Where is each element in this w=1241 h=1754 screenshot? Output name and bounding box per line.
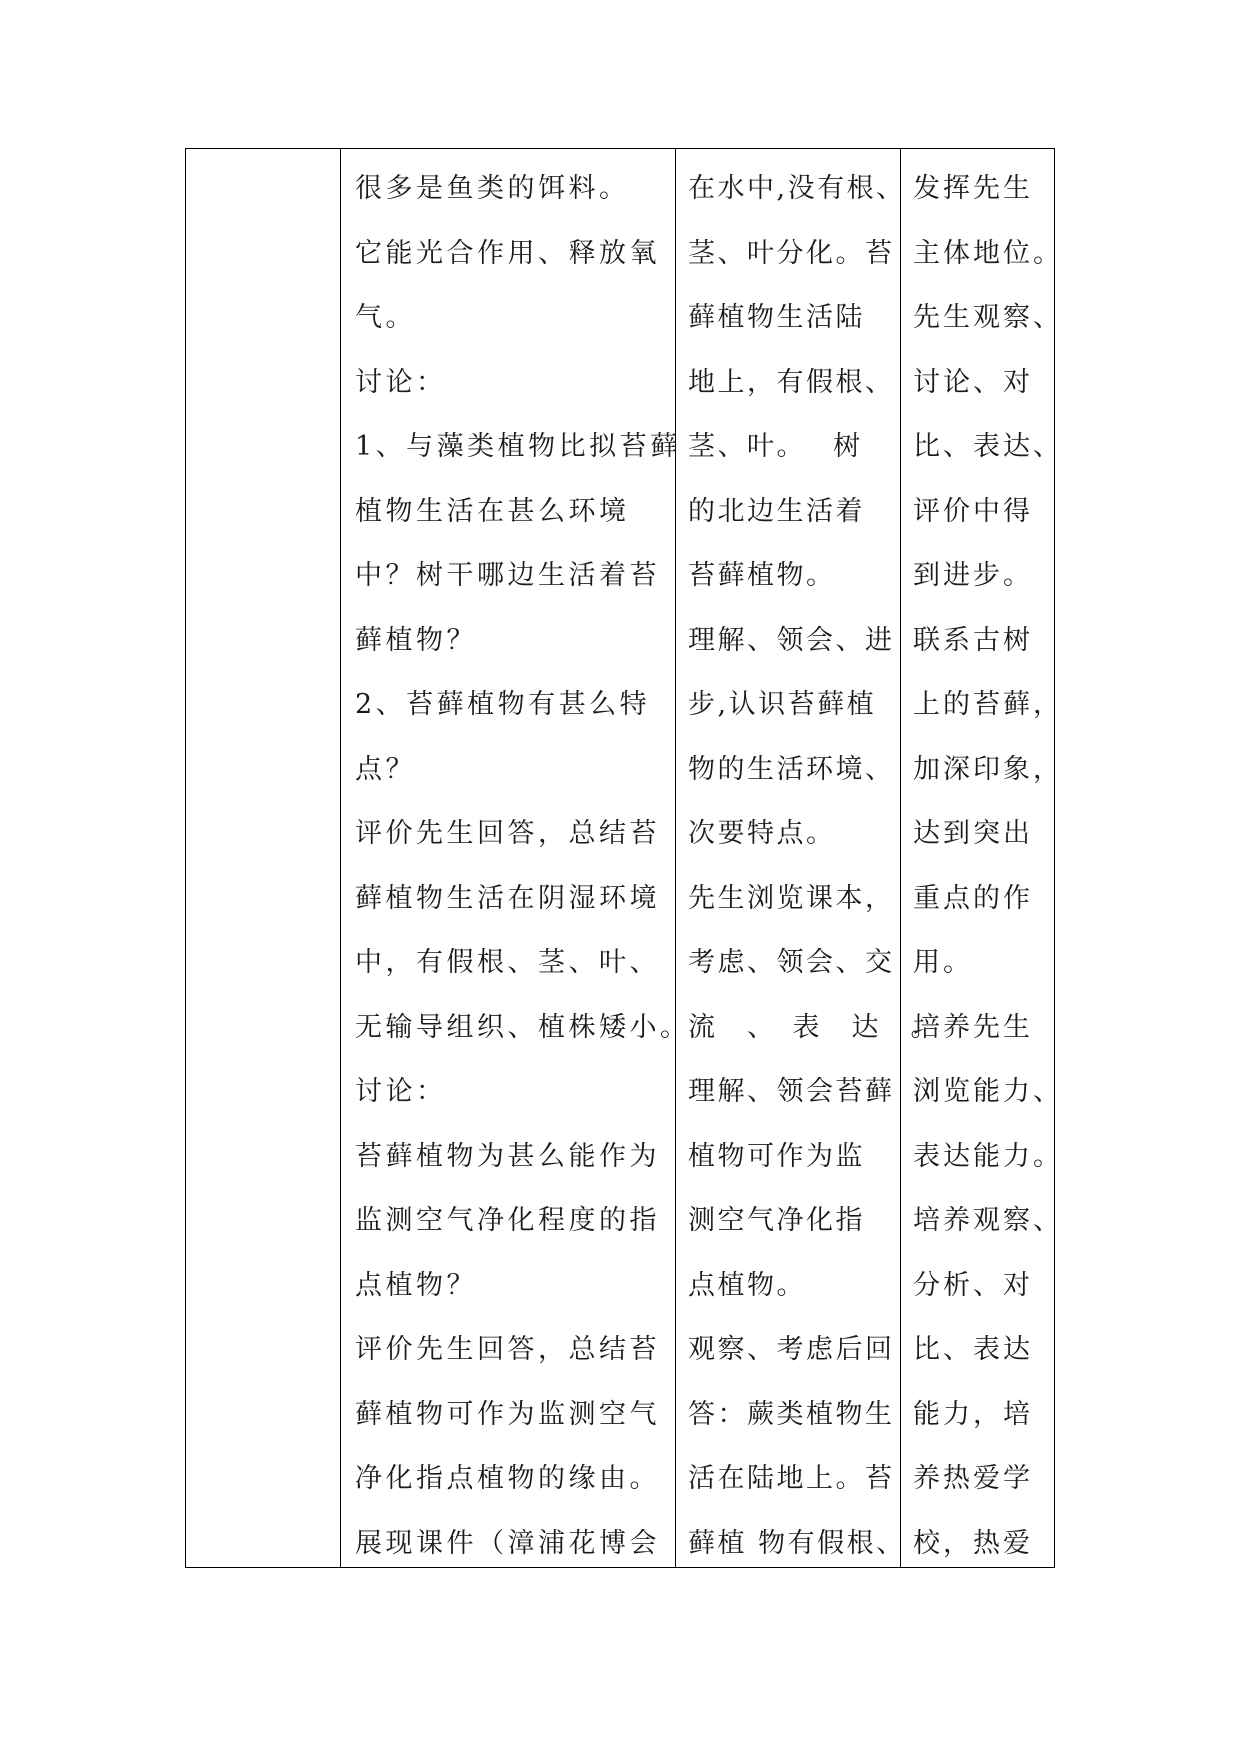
text-line: 讨论： <box>355 1076 447 1107</box>
design-intent-lines <box>913 149 1063 1576</box>
text-line: 展现课件（漳浦花博会 <box>355 1527 660 1559</box>
text-line: 地上，有假根、 <box>688 366 895 398</box>
text-line: 植物可作为监 <box>688 1140 865 1172</box>
text-line: 先生浏览课本， <box>688 882 895 914</box>
text-line: 点植物？ <box>355 1269 477 1301</box>
text-line: 植物生活在甚么环境 <box>355 495 630 527</box>
text-line: 步,认识苔藓植 <box>688 689 877 720</box>
text-line: 很多是鱼类的饵料。 <box>355 173 630 204</box>
text-line: 讨论、对 <box>913 366 1033 398</box>
text-line: 先生观察、 <box>913 302 1063 333</box>
text-line: 物的生活环境、 <box>688 753 895 785</box>
text-line: 培养先生 <box>913 1011 1033 1043</box>
text-line: 藓植物生活在阴湿环境 <box>355 882 660 914</box>
text-line: 考虑、领会、交 <box>688 947 895 978</box>
text-line: 养热爱学 <box>913 1463 1033 1494</box>
text-line: 答：蕨类植物生 <box>688 1398 895 1430</box>
text-line: 藓植 物有假根、 <box>688 1527 906 1559</box>
text-line: 测空气净化指 <box>688 1205 865 1236</box>
text-line: 校，热爱 <box>913 1527 1033 1559</box>
text-line: 评价先生回答，总结苔 <box>355 818 660 849</box>
text-line: 藓植物？ <box>355 624 477 656</box>
text-line: 主体地位。 <box>913 237 1063 269</box>
text-line: 达到突出 <box>913 818 1033 849</box>
table-column-teacher-activity <box>341 149 691 1567</box>
text-line: 上的苔藓， <box>913 689 1063 720</box>
text-line: 发挥先生 <box>913 173 1033 204</box>
text-line: 评价先生回答，总结苔 <box>355 1334 660 1365</box>
text-line: 无输导组织、植株矮小。 <box>355 1011 691 1043</box>
text-line: 加深印象， <box>913 753 1063 785</box>
text-line: 活在陆地上。苔 <box>688 1463 895 1494</box>
text-line: 观察、考虑后回 <box>688 1334 895 1365</box>
text-line: 苔藓植物为甚么能作为 <box>355 1140 660 1172</box>
text-line: 中？树干哪边生活着苔 <box>355 560 660 591</box>
text-line: 理解、领会苔藓 <box>688 1076 895 1107</box>
text-line: 点？ <box>355 753 416 785</box>
teacher-activity-lines <box>355 149 691 1576</box>
text-line: 重点的作 <box>913 882 1033 914</box>
text-line: 次要特点。 <box>688 818 836 849</box>
text-line: 藓植物生活陆 <box>688 302 865 333</box>
text-line: 表达能力。 <box>913 1140 1063 1172</box>
text-line: 在水中,没有根、 <box>688 173 906 204</box>
text-line: 净化指点植物的缘由。 <box>355 1463 660 1494</box>
text-line: 它能光合作用、释放氧 <box>355 237 660 269</box>
text-line: 讨论： <box>355 366 447 398</box>
text-line: 点植物。 <box>688 1269 806 1301</box>
text-line: 联系古树 <box>913 624 1033 656</box>
text-line: 监测空气净化程度的指 <box>355 1205 660 1236</box>
text-line: 2、苔藓植物有甚么特 <box>355 689 651 720</box>
text-line: 培养观察、 <box>913 1205 1063 1236</box>
student-activity-lines <box>688 149 940 1576</box>
text-line: 中，有假根、茎、叶、 <box>355 947 660 978</box>
text-line: 茎、叶。 树 <box>688 431 863 462</box>
text-line: 到进步。 <box>913 560 1033 591</box>
text-line: 苔藓植物。 <box>688 560 836 591</box>
table-column-design-intent <box>901 149 1063 1567</box>
text-line: 气。 <box>355 302 416 333</box>
text-line: 分析、对 <box>913 1269 1033 1301</box>
lesson-plan-table <box>185 148 1063 1568</box>
text-line: 茎、叶分化。苔 <box>688 237 895 269</box>
text-line: 评价中得 <box>913 495 1033 527</box>
table-column-student-activity <box>676 149 940 1567</box>
text-line: 1、与藻类植物比拟苔藓 <box>355 431 681 462</box>
text-line: 的北边生活着 <box>688 495 865 527</box>
text-line: 比、表达、 <box>913 431 1063 462</box>
text-line: 理解、领会、进 <box>688 624 895 656</box>
text-line: 浏览能力、 <box>913 1076 1063 1107</box>
text-line: 流 、 表 达 。 <box>688 1011 940 1043</box>
text-line: 能力，培 <box>913 1398 1033 1430</box>
text-line: 比、表达 <box>913 1334 1033 1365</box>
table-column-1 <box>186 149 341 1567</box>
text-line: 藓植物可作为监测空气 <box>355 1398 660 1430</box>
text-line: 用。 <box>913 947 973 978</box>
